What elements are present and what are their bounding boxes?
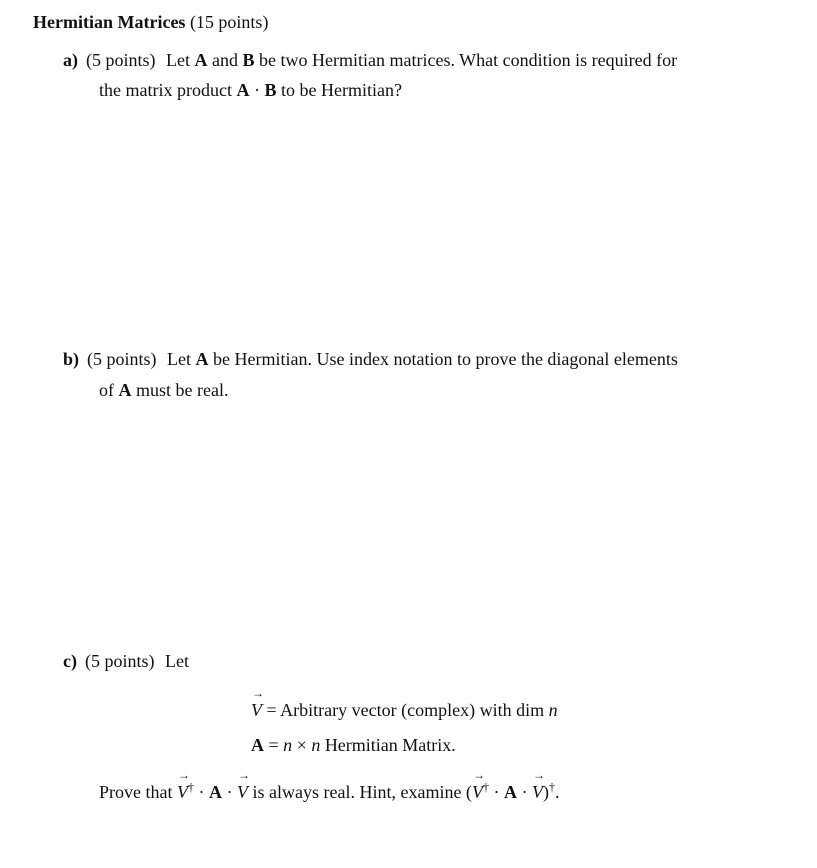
question-c-points: (5 points) bbox=[84, 651, 155, 671]
dimension-n: n bbox=[311, 735, 321, 755]
vector-v-symbol: → V bbox=[251, 700, 262, 721]
question-a-points: (5 points) bbox=[86, 50, 156, 70]
matrix-a-symbol: A bbox=[251, 735, 264, 755]
question-a-text: the matrix product bbox=[99, 80, 232, 100]
vector-v-symbol: → V bbox=[177, 782, 188, 803]
dimension-n: n bbox=[548, 700, 558, 720]
dot-operator: · bbox=[493, 782, 500, 802]
question-b-text: be Hermitian. Use index notation to prove the diagonal elements bbox=[213, 349, 678, 369]
matrix-b-symbol: B bbox=[264, 80, 277, 100]
question-b-text: Let bbox=[167, 349, 192, 369]
prove-text: Prove that bbox=[99, 782, 173, 802]
question-a-label: a) bbox=[63, 50, 78, 70]
definition-vector bbox=[251, 700, 558, 721]
dagger-symbol: † bbox=[188, 780, 194, 794]
equals-sign: = bbox=[268, 735, 279, 755]
times-sign: × bbox=[296, 735, 307, 755]
dot-operator: · bbox=[521, 782, 528, 802]
dot-operator: · bbox=[226, 782, 233, 802]
prove-text: is always real. Hint, examine ( bbox=[252, 782, 472, 802]
section-points: (15 points) bbox=[189, 12, 269, 32]
equals-sign: = bbox=[266, 700, 277, 720]
vector-v-symbol: → V bbox=[237, 782, 248, 803]
question-a-text: be two Hermitian matrices. What condition is required for bbox=[259, 50, 678, 70]
section-heading bbox=[33, 12, 268, 33]
definition-text: Hermitian Matrix. bbox=[324, 735, 456, 755]
matrix-a-symbol: A bbox=[209, 782, 222, 802]
question-b-points: (5 points) bbox=[87, 349, 157, 369]
period: . bbox=[554, 782, 560, 802]
definition-matrix bbox=[251, 735, 456, 756]
question-c-text: Let bbox=[164, 651, 189, 671]
question-a-text: Let bbox=[166, 50, 190, 70]
prove-statement bbox=[99, 780, 559, 803]
matrix-a-symbol: A bbox=[194, 50, 208, 70]
matrix-a-symbol: A bbox=[118, 380, 132, 400]
vector-v-symbol: → V bbox=[472, 782, 483, 803]
matrix-a-symbol: A bbox=[236, 80, 250, 100]
question-c-label: c) bbox=[63, 651, 77, 671]
matrix-b-symbol: B bbox=[242, 50, 255, 70]
dagger-symbol: † bbox=[482, 780, 489, 794]
dagger-symbol: † bbox=[548, 780, 555, 794]
dimension-n: n bbox=[283, 735, 293, 755]
question-b-line2 bbox=[99, 380, 228, 401]
definition-text: Arbitrary vector (complex) with dim bbox=[280, 700, 545, 720]
matrix-a-symbol: A bbox=[195, 349, 209, 369]
question-c-line1 bbox=[63, 646, 189, 676]
section-title: Hermitian Matrices bbox=[33, 12, 186, 32]
question-b-text: must be real. bbox=[136, 380, 229, 400]
question-b-text: of bbox=[99, 380, 114, 400]
question-a-line2 bbox=[99, 80, 402, 101]
dot-operator: · bbox=[253, 80, 260, 100]
close-paren: ) bbox=[542, 782, 549, 802]
question-a-line1 bbox=[63, 45, 677, 75]
vector-v-symbol: → V bbox=[532, 782, 543, 803]
question-a-text: and bbox=[212, 50, 238, 70]
dot-operator: · bbox=[198, 782, 205, 802]
question-b-line1 bbox=[63, 344, 678, 374]
question-a-text: to be Hermitian? bbox=[280, 80, 402, 100]
question-b-label: b) bbox=[63, 349, 80, 369]
matrix-a-symbol: A bbox=[503, 782, 517, 802]
